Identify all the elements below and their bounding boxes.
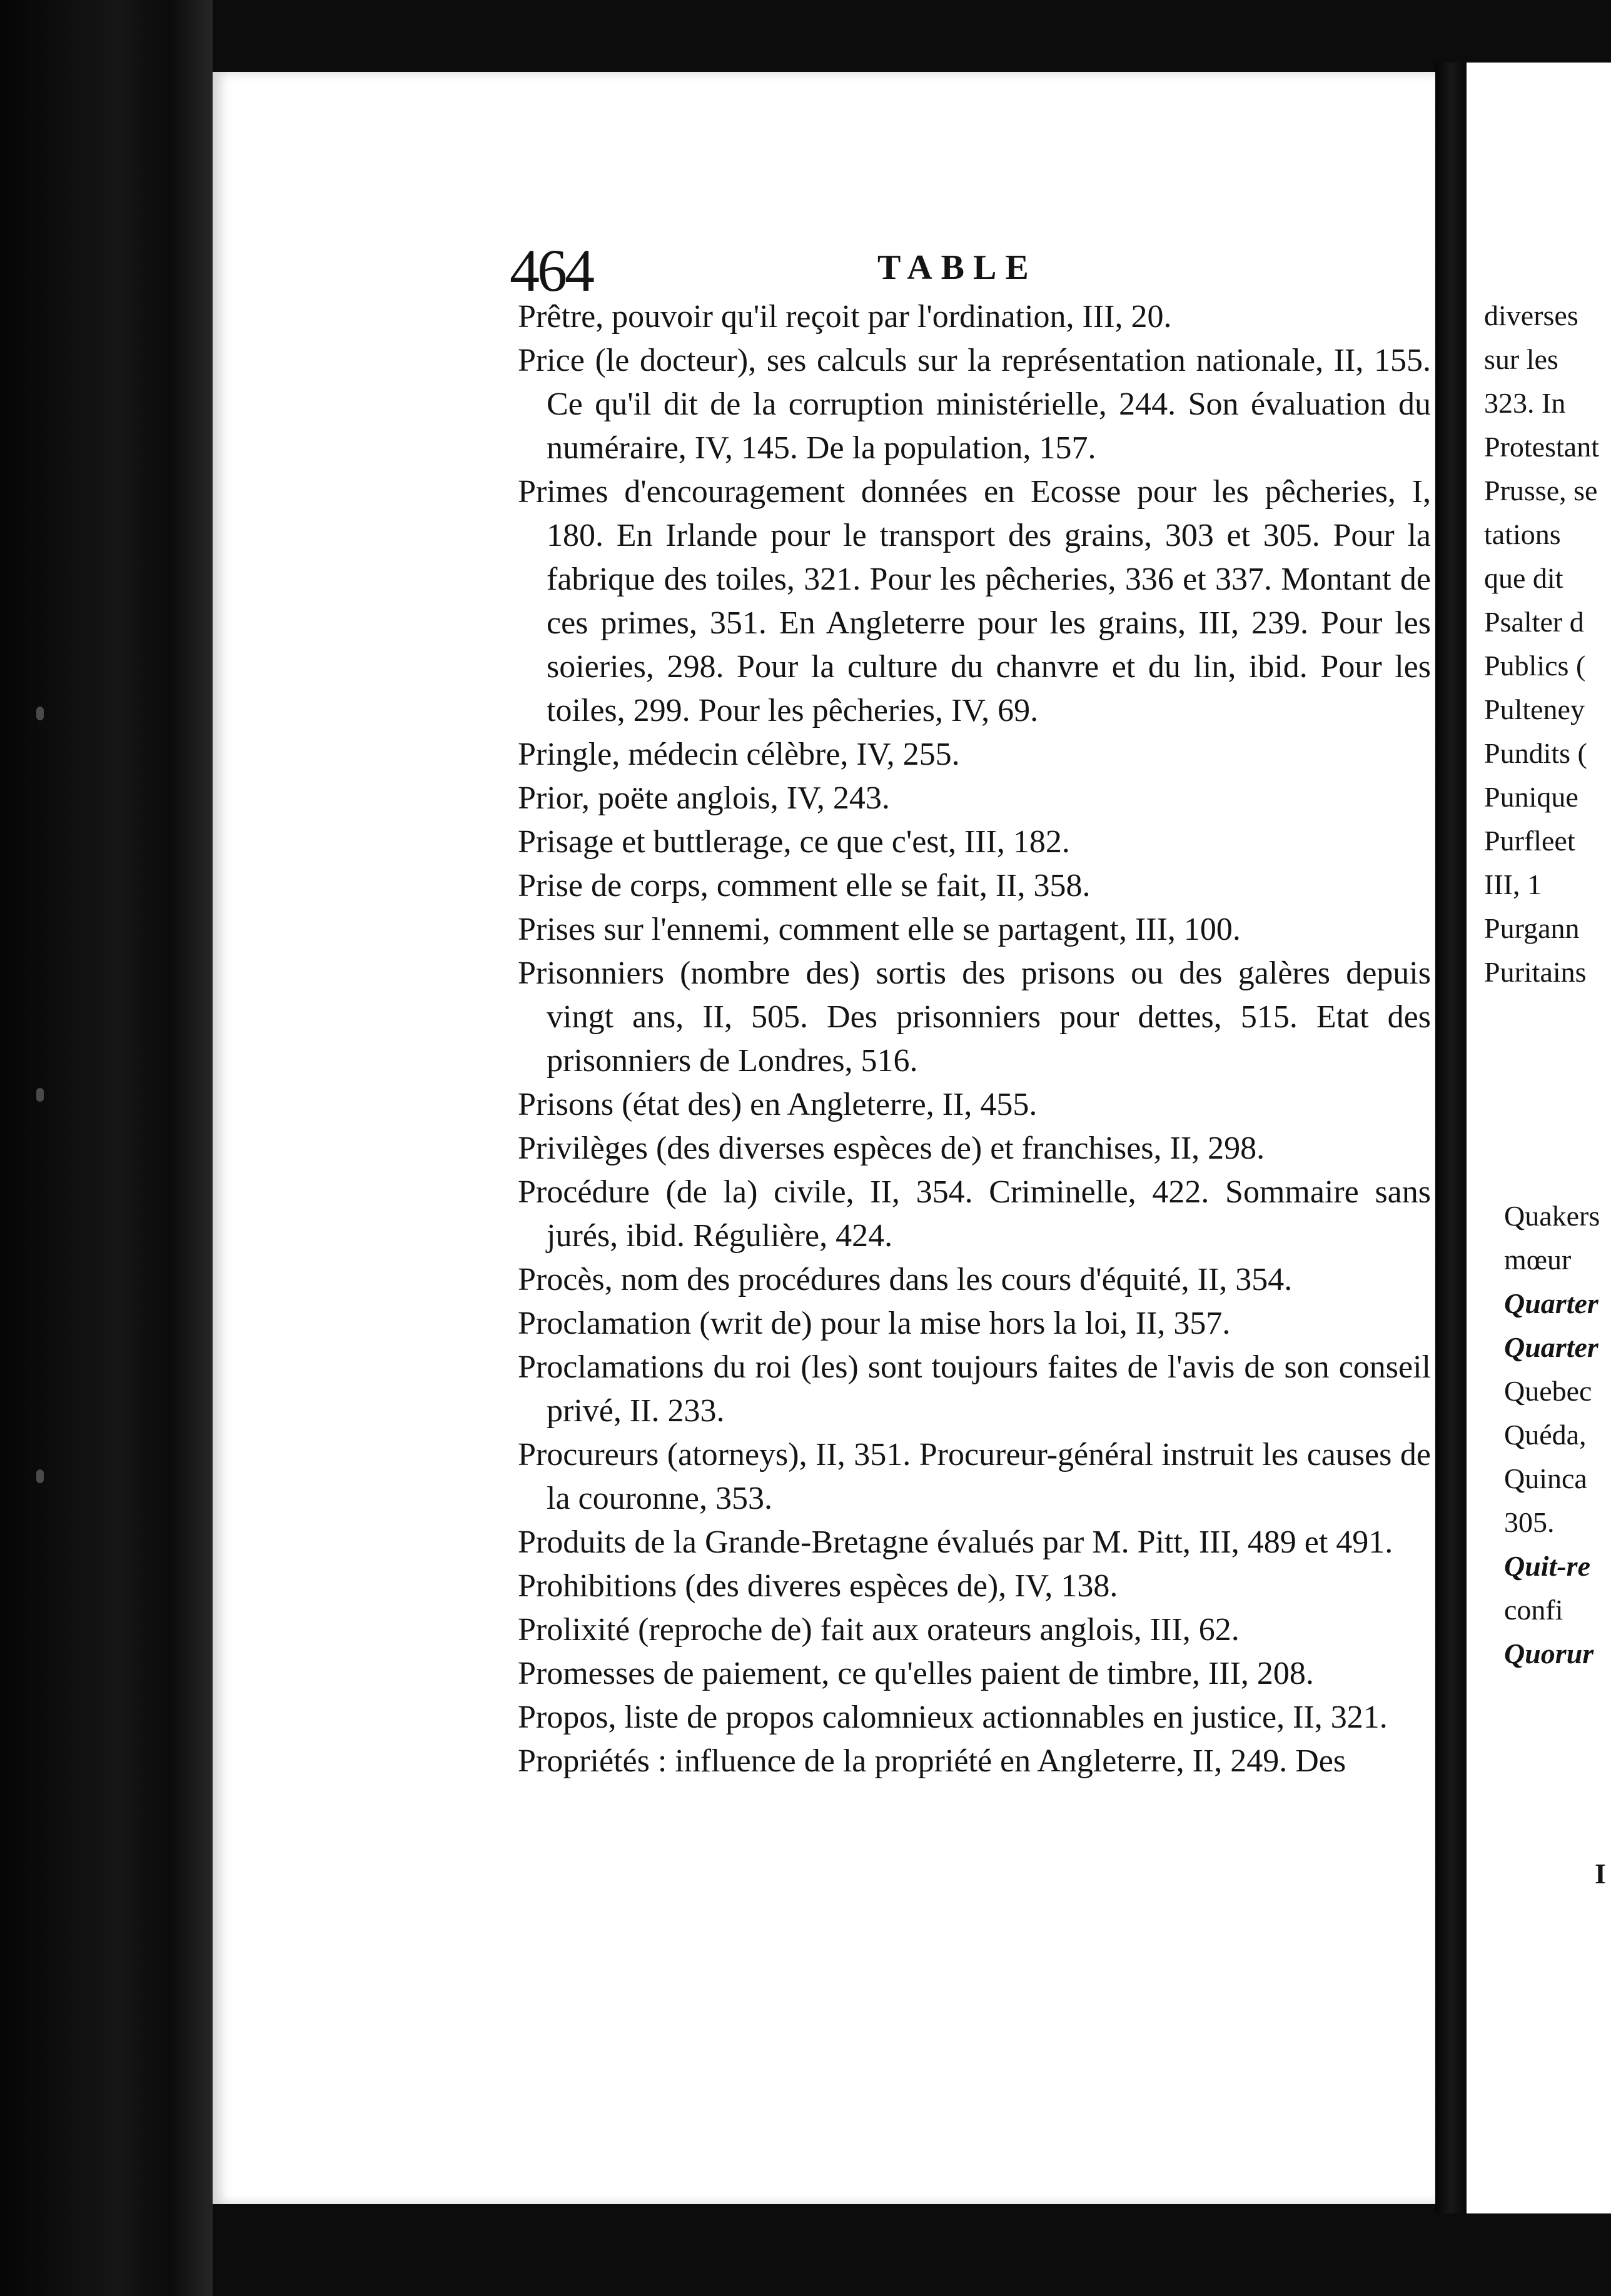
facing-page-line: mœur	[1504, 1244, 1572, 1276]
facing-page-line: Purfleet	[1484, 825, 1575, 857]
facing-page-line: Protestant	[1484, 431, 1599, 463]
facing-page-line: Quéda,	[1504, 1419, 1587, 1451]
facing-page-top-lines	[1484, 294, 1611, 994]
index-entry: Propriétés : influence de la propriété en Angleterre, II, 249. Des	[518, 1743, 1346, 1779]
facing-page-line: 323. In	[1484, 387, 1566, 419]
running-head: TABLE	[877, 248, 1038, 287]
index-entry: Proclamations du roi (les) sont toujours faites de l'avis de son conseil privé, II. 233.	[518, 1349, 1431, 1429]
index-entries	[518, 295, 1431, 1783]
index-entry: Prêtre, pouvoir qu'il reçoit par l'ordination, III, 20.	[518, 299, 1172, 335]
facing-page-line: sur les	[1484, 343, 1558, 375]
spine-mark	[36, 707, 44, 720]
facing-page-line: tations	[1484, 518, 1561, 550]
facing-page-corner-letter: I	[1595, 1858, 1606, 1890]
facing-page-line: que dit	[1484, 562, 1563, 594]
index-entry: Prises sur l'ennemi, comment elle se partagent, III, 100.	[518, 912, 1241, 947]
index-entry: Prisage et buttlerage, ce que c'est, III, 182.	[518, 824, 1070, 860]
index-entry: Produits de la Grande-Bretagne évalués par M. Pitt, III, 489 et 491.	[518, 1524, 1393, 1560]
facing-page-line: Quakers	[1504, 1200, 1600, 1232]
facing-page-line: diverses	[1484, 300, 1578, 331]
facing-page-line: Quorur	[1504, 1638, 1594, 1669]
index-entry: Proclamation (writ de) pour la mise hors la loi, II, 357.	[518, 1306, 1231, 1341]
index-entry: Procès, nom des procédures dans les cours d'équité, II, 354.	[518, 1262, 1293, 1297]
index-entry: Propos, liste de propos calomnieux actionnables en justice, II, 321.	[518, 1699, 1388, 1735]
facing-page-line: Quit-re	[1504, 1550, 1590, 1582]
index-entry: Prolixité (reproche de) fait aux orateurs anglois, III, 62.	[518, 1612, 1240, 1648]
index-entry: Price (le docteur), ses calculs sur la représentation nationale, II, 155. Ce qu'il dit de la corruption ministérielle, 244. Son évaluation du numéraire, IV, 145. De la population, 157.	[518, 343, 1431, 466]
facing-page-line: Punique	[1484, 781, 1578, 813]
index-entry: Prisonniers (nombre des) sortis des prisons ou des galères depuis vingt ans, II, 505. Des prisonniers pour dettes, 515. Etat des prisonniers de Londres, 516.	[518, 955, 1431, 1079]
index-entry: Pringle, médecin célèbre, IV, 255.	[518, 737, 960, 772]
page-gutter	[1435, 63, 1467, 2213]
index-entry: Procureurs (atorneys), II, 351. Procureur-général instruit les causes de la couronne, 353.	[518, 1437, 1431, 1516]
index-entry: Prisons (état des) en Angleterre, II, 455.	[518, 1087, 1038, 1122]
facing-page-bottom-lines	[1504, 1194, 1611, 1676]
index-entry: Primes d'encouragement données en Ecosse pour les pêcheries, I, 180. En Irlande pour le transport des grains, 303 et 305. Pour la fabrique des toiles, 321. Pour les pêcheries, 336 et 337. Montant de ces primes, 351. En Angleterre pour les grains, III, 239. Pour les soieries, 298. Pour la culture du chanvre et du lin, ibid. Pour les toiles, 299. Pour les pêcheries, IV, 69.	[518, 474, 1431, 728]
facing-page-line: Publics (	[1484, 650, 1586, 682]
index-entry: Privilèges (des diverses espèces de) et franchises, II, 298.	[518, 1130, 1265, 1166]
facing-page-line: Quebec	[1504, 1375, 1592, 1407]
facing-page-line: Psalter d	[1484, 606, 1584, 638]
facing-page-line: III, 1	[1484, 869, 1542, 900]
index-entry: Prise de corps, comment elle se fait, II, 358.	[518, 868, 1091, 904]
index-entry: Promesses de paiement, ce qu'elles paient de timbre, III, 208.	[518, 1656, 1314, 1691]
page-number: 464	[510, 237, 592, 304]
facing-page-line: Quinca	[1504, 1463, 1587, 1494]
facing-page-line: Pulteney	[1484, 693, 1585, 725]
index-entry: Procédure (de la) civile, II, 354. Criminelle, 422. Sommaire sans jurés, ibid. Régulière, 424.	[518, 1174, 1431, 1254]
facing-page-line: confi	[1504, 1594, 1563, 1626]
facing-page	[1467, 63, 1611, 2213]
facing-page-line: Quarter	[1504, 1287, 1598, 1319]
facing-page-line: 305.	[1504, 1506, 1555, 1538]
facing-page-line: Pundits (	[1484, 737, 1587, 769]
index-entry: Prohibitions (des diveres espèces de), IV, 138.	[518, 1568, 1118, 1604]
facing-page-line: Purgann	[1484, 912, 1580, 944]
spine-mark	[36, 1469, 44, 1483]
facing-page-line: Quarter	[1504, 1331, 1598, 1363]
index-entry: Prior, poëte anglois, IV, 243.	[518, 780, 890, 816]
spine-mark	[36, 1088, 44, 1102]
facing-page-line: Puritains	[1484, 956, 1587, 988]
book-spine	[0, 0, 213, 2296]
facing-page-line: Prusse, se	[1484, 475, 1598, 506]
